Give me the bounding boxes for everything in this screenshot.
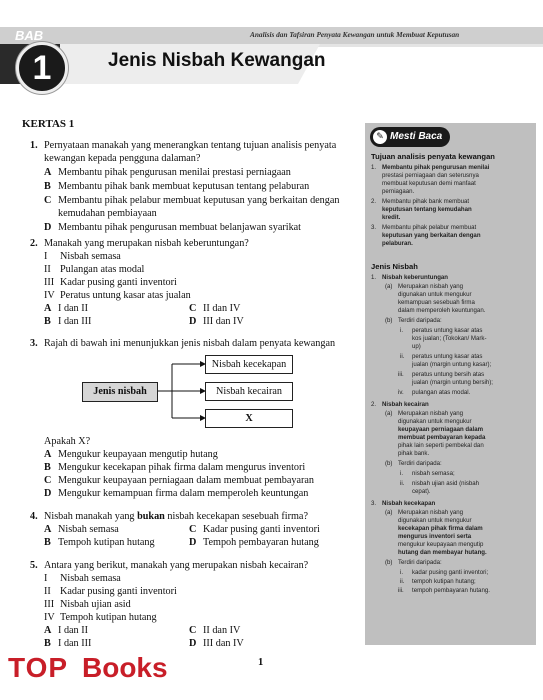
question-number: 4. <box>30 511 38 522</box>
running-title: Analisis dan Tafsiran Penyata Kewangan untuk Membuat Keputusan <box>250 30 460 39</box>
option-c: C Kadar pusing ganti inventori <box>189 524 320 535</box>
sidebar-line: digunakan untuk mengukur <box>398 517 472 524</box>
option-b: B Tempoh kutipan hutang <box>44 537 155 548</box>
sidebar-line: peratus untung bersih atas <box>412 371 485 378</box>
statement-ii: II Kadar pusing ganti inventori <box>44 586 177 597</box>
question-number: 1. <box>30 140 38 151</box>
sidebar-line: dalam memperoleh keuntungan. <box>398 307 486 314</box>
option-d: D III dan IV <box>189 316 244 327</box>
sidebar-subheading: Nisbah kecairan <box>382 401 429 408</box>
sidebar-number: 2. <box>371 401 377 408</box>
sidebar-marker: iii. <box>398 371 404 378</box>
diagram-box-kecairan: Nisbah kecairan <box>205 382 293 401</box>
question-number: 3. <box>30 338 38 349</box>
sidebar-number: 3. <box>371 500 377 507</box>
option-a: A Membantu pihak pengurusan menilai prestasi perniagaan <box>44 167 291 178</box>
sidebar-line: kredit. <box>382 214 401 221</box>
sidebar-number: 1. <box>371 274 377 281</box>
sidebar-marker: (b) <box>385 559 393 566</box>
sidebar-line: keputusan yang berkaitan dengan <box>382 232 481 239</box>
sidebar-line: prestasi perniagaan dan seterusnya <box>382 172 479 179</box>
sidebar-line: Terdiri daripada: <box>398 317 442 324</box>
page-number: 1 <box>258 657 264 668</box>
option-c: C II dan IV <box>189 625 241 636</box>
sidebar-line: digunakan untuk mengukur <box>398 291 472 298</box>
sidebar-line: kecekapan pihak firma dalam <box>398 525 483 532</box>
option-d: D Mengukur kemampuan firma dalam memperoleh keuntungan <box>44 488 309 499</box>
diagram-box-kecekapan: Nisbah kecekapan <box>205 355 293 374</box>
diagram-main-box: Jenis nisbah <box>82 382 158 402</box>
option-d: D Tempoh pembayaran hutang <box>189 537 319 548</box>
option-c-continued: kemudahan pembiayaan <box>58 208 157 219</box>
mesti-baca-label: Mesti Baca <box>390 131 443 142</box>
sidebar-number: 2. <box>371 198 377 205</box>
option-a: A Nisbah semasa <box>44 524 119 535</box>
sidebar-line: nisbah ujian asid (nisbah <box>412 480 480 487</box>
sidebar-line: Merupakan nisbah yang <box>398 283 464 290</box>
sidebar-marker: i. <box>400 569 404 576</box>
sidebar-line: peratus untung kasar atas <box>412 327 483 334</box>
sidebar-line: jualan (margin untung kasar); <box>412 361 492 368</box>
sidebar-subheading: Nisbah kecekapan <box>382 500 436 507</box>
sidebar-line: peratus untung kasar atas <box>412 353 483 360</box>
sidebar-line: kemampuan sesebuah firma <box>398 299 475 306</box>
sidebar-line: mengurus inventori serta <box>398 533 472 540</box>
question-5 <box>30 559 360 572</box>
diagram-box-x: X <box>205 409 293 428</box>
question-text-line: kewangan kepada pengguna dalaman? <box>44 153 201 165</box>
option-d: D III dan IV <box>189 638 244 649</box>
pencil-icon: ✎ <box>373 130 387 144</box>
question-text: Manakah yang merupakan nisbah keberuntungan? <box>44 238 249 249</box>
sidebar-line: Merupakan nisbah yang <box>398 509 464 516</box>
question-number: 5. <box>30 560 38 571</box>
question-number: 2. <box>30 238 38 249</box>
sidebar-line: kos jualan; (Tokokan/ Mark- <box>412 335 487 342</box>
logo-top: TOP <box>8 652 69 683</box>
question-1 <box>30 139 360 166</box>
statement-iv: IV Tempoh kutipan hutang <box>44 612 157 623</box>
option-a: A I dan II <box>44 625 88 636</box>
sidebar-marker: (b) <box>385 317 393 324</box>
sidebar-heading-tujuan: Tujuan analisis penyata kewangan <box>371 152 495 161</box>
sidebar-line: keputusan tentang kemudahan <box>382 206 472 213</box>
sidebar-line: up) <box>412 343 421 350</box>
question-text: Nisbah manakah yang bukan nisbah kecekapan sesebuah firma? <box>44 511 308 522</box>
statement-i: I Nisbah semasa <box>44 573 121 584</box>
question-3 <box>30 337 360 350</box>
statement-iii: III Nisbah ujian asid <box>44 599 131 610</box>
section-heading: KERTAS 1 <box>22 118 75 130</box>
sidebar-line: keupayaan perniagaan dalam <box>398 426 484 433</box>
option-b: B Mengukur kecekapan pihak firma dalam mengurus inventori <box>44 462 306 473</box>
option-c: C Membantu pihak pelabur membuat keputusan yang berkaitan dengan <box>44 195 340 206</box>
sidebar-marker: i. <box>400 470 404 477</box>
logo-books: Books <box>82 652 168 683</box>
sidebar-marker: iv. <box>398 389 404 396</box>
chapter-number-badge: 1 <box>16 42 68 94</box>
sidebar-line: Merupakan nisbah yang <box>398 410 464 417</box>
option-b: B Membantu pihak bank membuat keputusan tentang pelaburan <box>44 181 310 192</box>
question-2 <box>30 237 360 250</box>
sidebar-line: nisbah semasa; <box>412 470 455 477</box>
option-d: D Membantu pihak pengurusan membuat belanjawan syarikat <box>44 222 302 233</box>
sidebar-marker: (a) <box>385 509 393 516</box>
sidebar-line: pihak bank. <box>398 450 430 457</box>
sidebar-line: membuat keputusan demi manfaat <box>382 180 476 187</box>
question-text-line: Pernyataan manakah yang menerangkan tentang tujuan analisis penyata <box>44 140 337 151</box>
statement-i: I Nisbah semasa <box>44 251 121 262</box>
sidebar-line: digunakan untuk mengukur <box>398 418 472 425</box>
option-c: C Mengukur keupayaan perniagaan dalam membuat pembayaran <box>44 475 314 486</box>
sidebar-number: 3. <box>371 224 377 231</box>
sidebar-line: jualan (margin untung bersih); <box>412 379 493 386</box>
sidebar-marker: ii. <box>400 578 405 585</box>
sidebar-line: Membantu pihak pelabur membuat <box>382 224 477 231</box>
sidebar-marker: ii. <box>400 353 405 360</box>
question-text: Rajah di bawah ini menunjukkan jenis nisbah dalam penyata kewangan <box>44 338 336 349</box>
sidebar-line: membuat pembayaran kepada <box>398 434 486 441</box>
sidebar-marker: i. <box>400 327 404 334</box>
statement-iv: IV Peratus untung kasar atas jualan <box>44 290 191 301</box>
chapter-title: Jenis Nisbah Kewangan <box>108 50 326 71</box>
sidebar-marker: ii. <box>400 480 405 487</box>
sidebar-marker: iii. <box>398 587 404 594</box>
sidebar-line: tempoh pembayaran hutang. <box>412 587 490 594</box>
diagram-connectors <box>150 355 210 425</box>
question-4 <box>30 510 360 523</box>
sidebar-line: perniagaan. <box>382 188 415 195</box>
statement-ii: II Pulangan atas modal <box>44 264 145 275</box>
sidebar-line: kadar pusing ganti inventori; <box>412 569 489 576</box>
option-c: C II dan IV <box>189 303 241 314</box>
option-b: B I dan III <box>44 316 92 327</box>
sidebar-marker: (a) <box>385 410 393 417</box>
sidebar-subheading: Nisbah keberuntungan <box>382 274 449 281</box>
sidebar-line: Terdiri daripada: <box>398 559 442 566</box>
sidebar-line: mengukur keupayaan mengutip <box>398 541 484 548</box>
sidebar-line: tempoh kutipan hutang; <box>412 578 476 585</box>
sidebar-number: 1. <box>371 164 377 171</box>
question-prompt: Apakah X? <box>44 436 91 447</box>
sidebar-marker: (b) <box>385 460 393 467</box>
option-a: A I dan II <box>44 303 88 314</box>
sidebar-line: pihak lain seperti pembekal dan <box>398 442 484 449</box>
question-text: Antara yang berikut, manakah yang merupakan nisbah kecairan? <box>44 560 309 571</box>
statement-iii: III Kadar pusing ganti inventori <box>44 277 177 288</box>
sidebar-line: Terdiri daripada: <box>398 460 442 467</box>
bab-label: BAB <box>15 28 44 43</box>
sidebar-line: pulangan atas modal. <box>412 389 471 396</box>
option-a: A Mengukur keupayaan mengutip hutang <box>44 449 218 460</box>
sidebar-line: pelaburan. <box>382 240 413 247</box>
sidebar-line: Membantu pihak pengurusan menilai <box>382 164 490 171</box>
sidebar-line: hutang dan membayar hutang. <box>398 549 487 556</box>
option-b: B I dan III <box>44 638 92 649</box>
sidebar-heading-jenis: Jenis Nisbah <box>371 262 418 271</box>
sidebar-marker: (a) <box>385 283 393 290</box>
sidebar-line: cepat). <box>412 488 431 495</box>
sidebar-line: Membantu pihak bank membuat <box>382 198 470 205</box>
